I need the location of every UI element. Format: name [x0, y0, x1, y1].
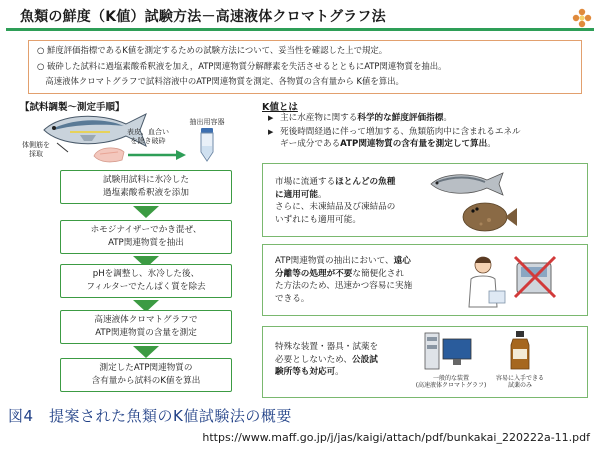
step-4-line-1: 高速液体クロマトグラフで: [94, 315, 198, 325]
source-url: https://www.maff.go.jp/j/jas/kaigi/attach/pdf/bunkakai_220222a-11.pdf: [202, 431, 590, 444]
reagent-bottle-icon: [507, 331, 533, 371]
step-1-line-2: 過塩素酸希釈液を添加: [103, 188, 189, 198]
kvalue-bullet-2: ▶ 死後時間経過に伴って増加する、魚類筋肉中に含まれるエネル ギー成分であるATP関連物質の含有量を測定して算出。: [268, 126, 588, 151]
step-1-line-1: 試験用試料に氷冷した: [103, 175, 189, 185]
fish-fillet-icon: [92, 144, 126, 164]
step-2-line-2: ATP関連物質を抽出: [108, 238, 184, 248]
process-arrow-icon: [128, 150, 186, 160]
reagent-label: 容易に入手できる 試薬のみ: [495, 375, 544, 389]
skin-remove-label: 表皮、血合い を除き破砕: [127, 128, 169, 145]
simplicity-box: ATP関連物質の抽出において、遠心 分離等の処理が不要な簡便化され た方法のため、迅速かつ容易に実施 できる。: [262, 244, 588, 316]
step-1-box: [60, 170, 232, 204]
step-5-box: [60, 358, 232, 392]
procedure-heading: 【試料調製～測定手順】: [20, 102, 125, 113]
container-label: 抽出用容器: [189, 118, 225, 126]
kvalue-bullet-1: ▶ 主に水産物に関する科学的な鮮度評価指標。: [268, 112, 588, 125]
down-arrow-icon: [131, 206, 161, 218]
page-title: 魚類の鮮度（K値）試験方法－高速液体クロマトグラフ法: [20, 9, 386, 25]
body-sample-label: 体側筋を 採取: [22, 141, 50, 158]
figure-caption: 図4 提案された魚類のK値試験法の概要: [8, 407, 292, 425]
step-5-line-2: 含有量から試料のK値を算出: [91, 376, 201, 386]
step-3-line-2: フィルターでたんぱく質を除去: [86, 282, 206, 292]
hplc-device-icon: [423, 331, 475, 371]
step-2-line-1: ホモジナイザーでかき混ぜ、: [90, 225, 202, 235]
pointer-arrow-icon: [56, 142, 70, 154]
intro-line-1: ○ 鮮度評価指標であるK値を測定するための試験方法について、妥当性を確認した上で規定。: [37, 45, 388, 55]
salmon-fish-icon: [429, 170, 505, 198]
down-arrow-icon: [131, 346, 161, 358]
step-5-line-1: 測定したATP関連物質の: [99, 363, 193, 373]
no-centrifuge-icon: [513, 255, 557, 299]
kvalue-bullets: [268, 112, 588, 152]
kvalue-heading: K値とは: [262, 102, 298, 113]
step-4-box: [60, 310, 232, 344]
step-3-line-1: pHを調整し、氷冷した後、: [92, 269, 200, 279]
equipment-box: 特殊な装置・器具・試薬を 必要としないため、公設試 験所等も対応可。 一般的な装置 (高速液体クロマトグラフ) 容易に入手できる 試薬のみ: [262, 326, 588, 398]
title-underline: [6, 28, 594, 31]
step-2-box: [60, 220, 232, 254]
researcher-icon: [463, 253, 509, 309]
intro-box: [28, 40, 582, 94]
step-4-line-2: ATP関連物質の含量を測定: [95, 328, 197, 338]
device-label: 一般的な装置 (高速液体クロマトグラフ): [415, 375, 487, 389]
intro-line-2: ○ 破砕した試料に過塩素酸希釈液を加え，ATP関連物質分解酵素を失活させるとともにATP関連物質を抽出。: [37, 60, 447, 71]
extraction-tube-icon: [196, 128, 218, 162]
applicability-box: 市場に流通するほとんどの魚種 に適用可能。 さらに、未凍結品及び凍結品の いずれにも適用可能。: [262, 163, 588, 237]
intro-line-3: 高速液体クロマトグラフで試料溶液中のATP関連物質を測定、各物質の含有量から K値を算出。: [37, 76, 404, 86]
flower-logo-icon: [572, 8, 592, 28]
flounder-fish-icon: [459, 200, 519, 234]
step-3-box: [60, 264, 232, 298]
